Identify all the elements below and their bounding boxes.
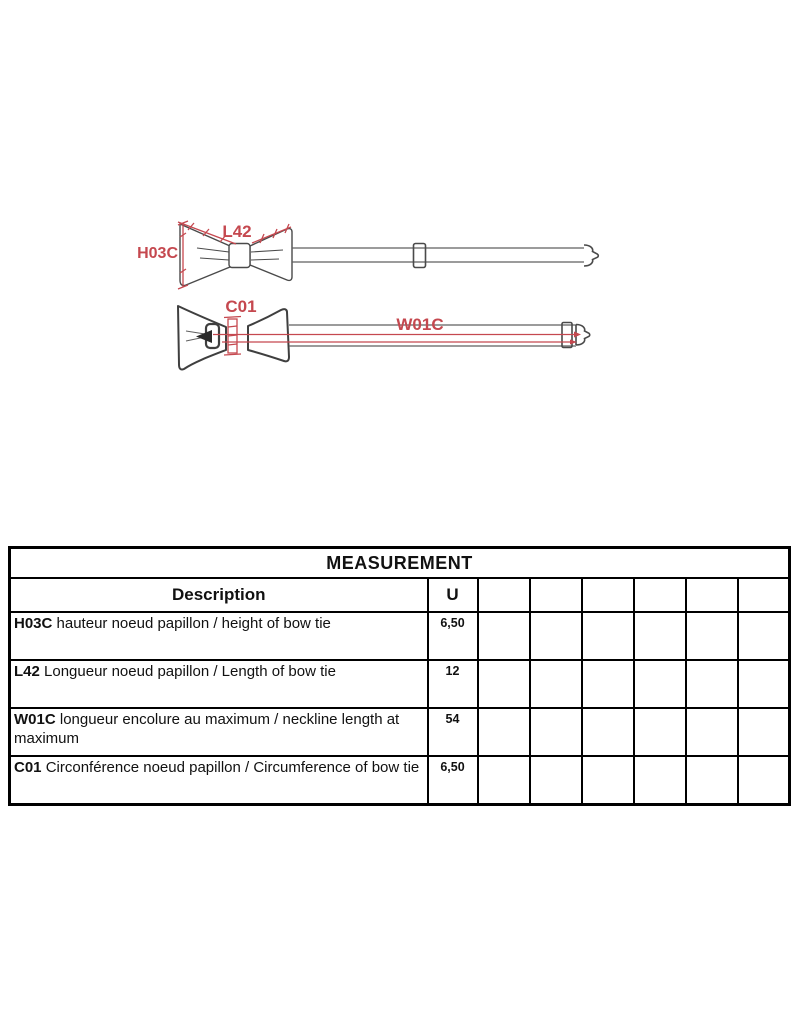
table-title-row xyxy=(10,548,790,579)
unit-header: U xyxy=(428,578,478,612)
empty-cell xyxy=(634,660,686,708)
table-row xyxy=(10,708,790,756)
description-cell xyxy=(10,756,428,804)
empty-header-cell xyxy=(478,578,530,612)
strap-hook xyxy=(584,245,598,266)
empty-header-cell xyxy=(686,578,738,612)
empty-cell xyxy=(582,660,634,708)
empty-cell xyxy=(738,756,790,804)
empty-cell xyxy=(686,660,738,708)
unit-value-cell: 6,50 xyxy=(428,612,478,660)
l42-label: L42 xyxy=(222,222,252,241)
empty-cell xyxy=(634,756,686,804)
w01c-label: W01C xyxy=(396,315,444,334)
h03c-label: H03C xyxy=(137,245,178,262)
empty-header-cell xyxy=(738,578,790,612)
empty-cell xyxy=(634,612,686,660)
description-cell xyxy=(10,660,428,708)
empty-cell xyxy=(686,708,738,756)
measurement-description: Longueur noeud papillon / Length of bow tie xyxy=(44,663,336,680)
empty-cell xyxy=(478,756,530,804)
empty-cell xyxy=(582,708,634,756)
empty-cell xyxy=(634,708,686,756)
empty-cell xyxy=(530,660,582,708)
measurement-description: longueur encolure au maximum / neckline length at maximum xyxy=(14,711,400,747)
description-cell xyxy=(10,708,428,756)
empty-cell xyxy=(738,660,790,708)
measurement-code: C01 xyxy=(14,759,42,776)
measurement-description: Circonférence noeud papillon / Circumference of bow tie xyxy=(45,759,420,776)
measurement-description: hauteur noeud papillon / height of bow tie xyxy=(56,615,331,632)
technical-drawing xyxy=(0,0,800,430)
empty-cell xyxy=(478,612,530,660)
strap-adjuster xyxy=(414,244,426,268)
empty-cell xyxy=(686,756,738,804)
empty-cell xyxy=(530,612,582,660)
description-cell xyxy=(10,612,428,660)
empty-cell xyxy=(478,708,530,756)
empty-cell xyxy=(738,612,790,660)
unit-value-cell: 6,50 xyxy=(428,756,478,804)
empty-cell xyxy=(582,756,634,804)
empty-cell xyxy=(738,708,790,756)
empty-cell xyxy=(582,612,634,660)
measurement-rows xyxy=(10,612,790,804)
empty-cell xyxy=(478,660,530,708)
table-row xyxy=(10,756,790,804)
table-header-row xyxy=(10,578,790,612)
measurement-table xyxy=(8,546,791,806)
knot xyxy=(229,244,250,268)
measurement-code: L42 xyxy=(14,663,40,680)
table-row xyxy=(10,612,790,660)
empty-cell xyxy=(530,756,582,804)
unit-value-cell: 12 xyxy=(428,660,478,708)
table-row xyxy=(10,660,790,708)
empty-header-cell xyxy=(634,578,686,612)
right-wing-profile xyxy=(248,309,289,361)
description-header: Description xyxy=(10,578,428,612)
unit-value-cell: 54 xyxy=(428,708,478,756)
empty-cell xyxy=(530,708,582,756)
table-title: MEASUREMENT xyxy=(10,548,790,579)
w01c-right-arrow xyxy=(574,332,581,338)
c01-label: C01 xyxy=(225,297,257,316)
right-wing xyxy=(250,229,292,281)
measurement-code: W01C xyxy=(14,711,56,728)
empty-header-cell xyxy=(582,578,634,612)
strap-lines xyxy=(292,248,584,262)
empty-cell xyxy=(686,612,738,660)
neck-strap xyxy=(292,244,598,268)
measurement-code: H03C xyxy=(14,615,53,632)
empty-header-cell xyxy=(530,578,582,612)
